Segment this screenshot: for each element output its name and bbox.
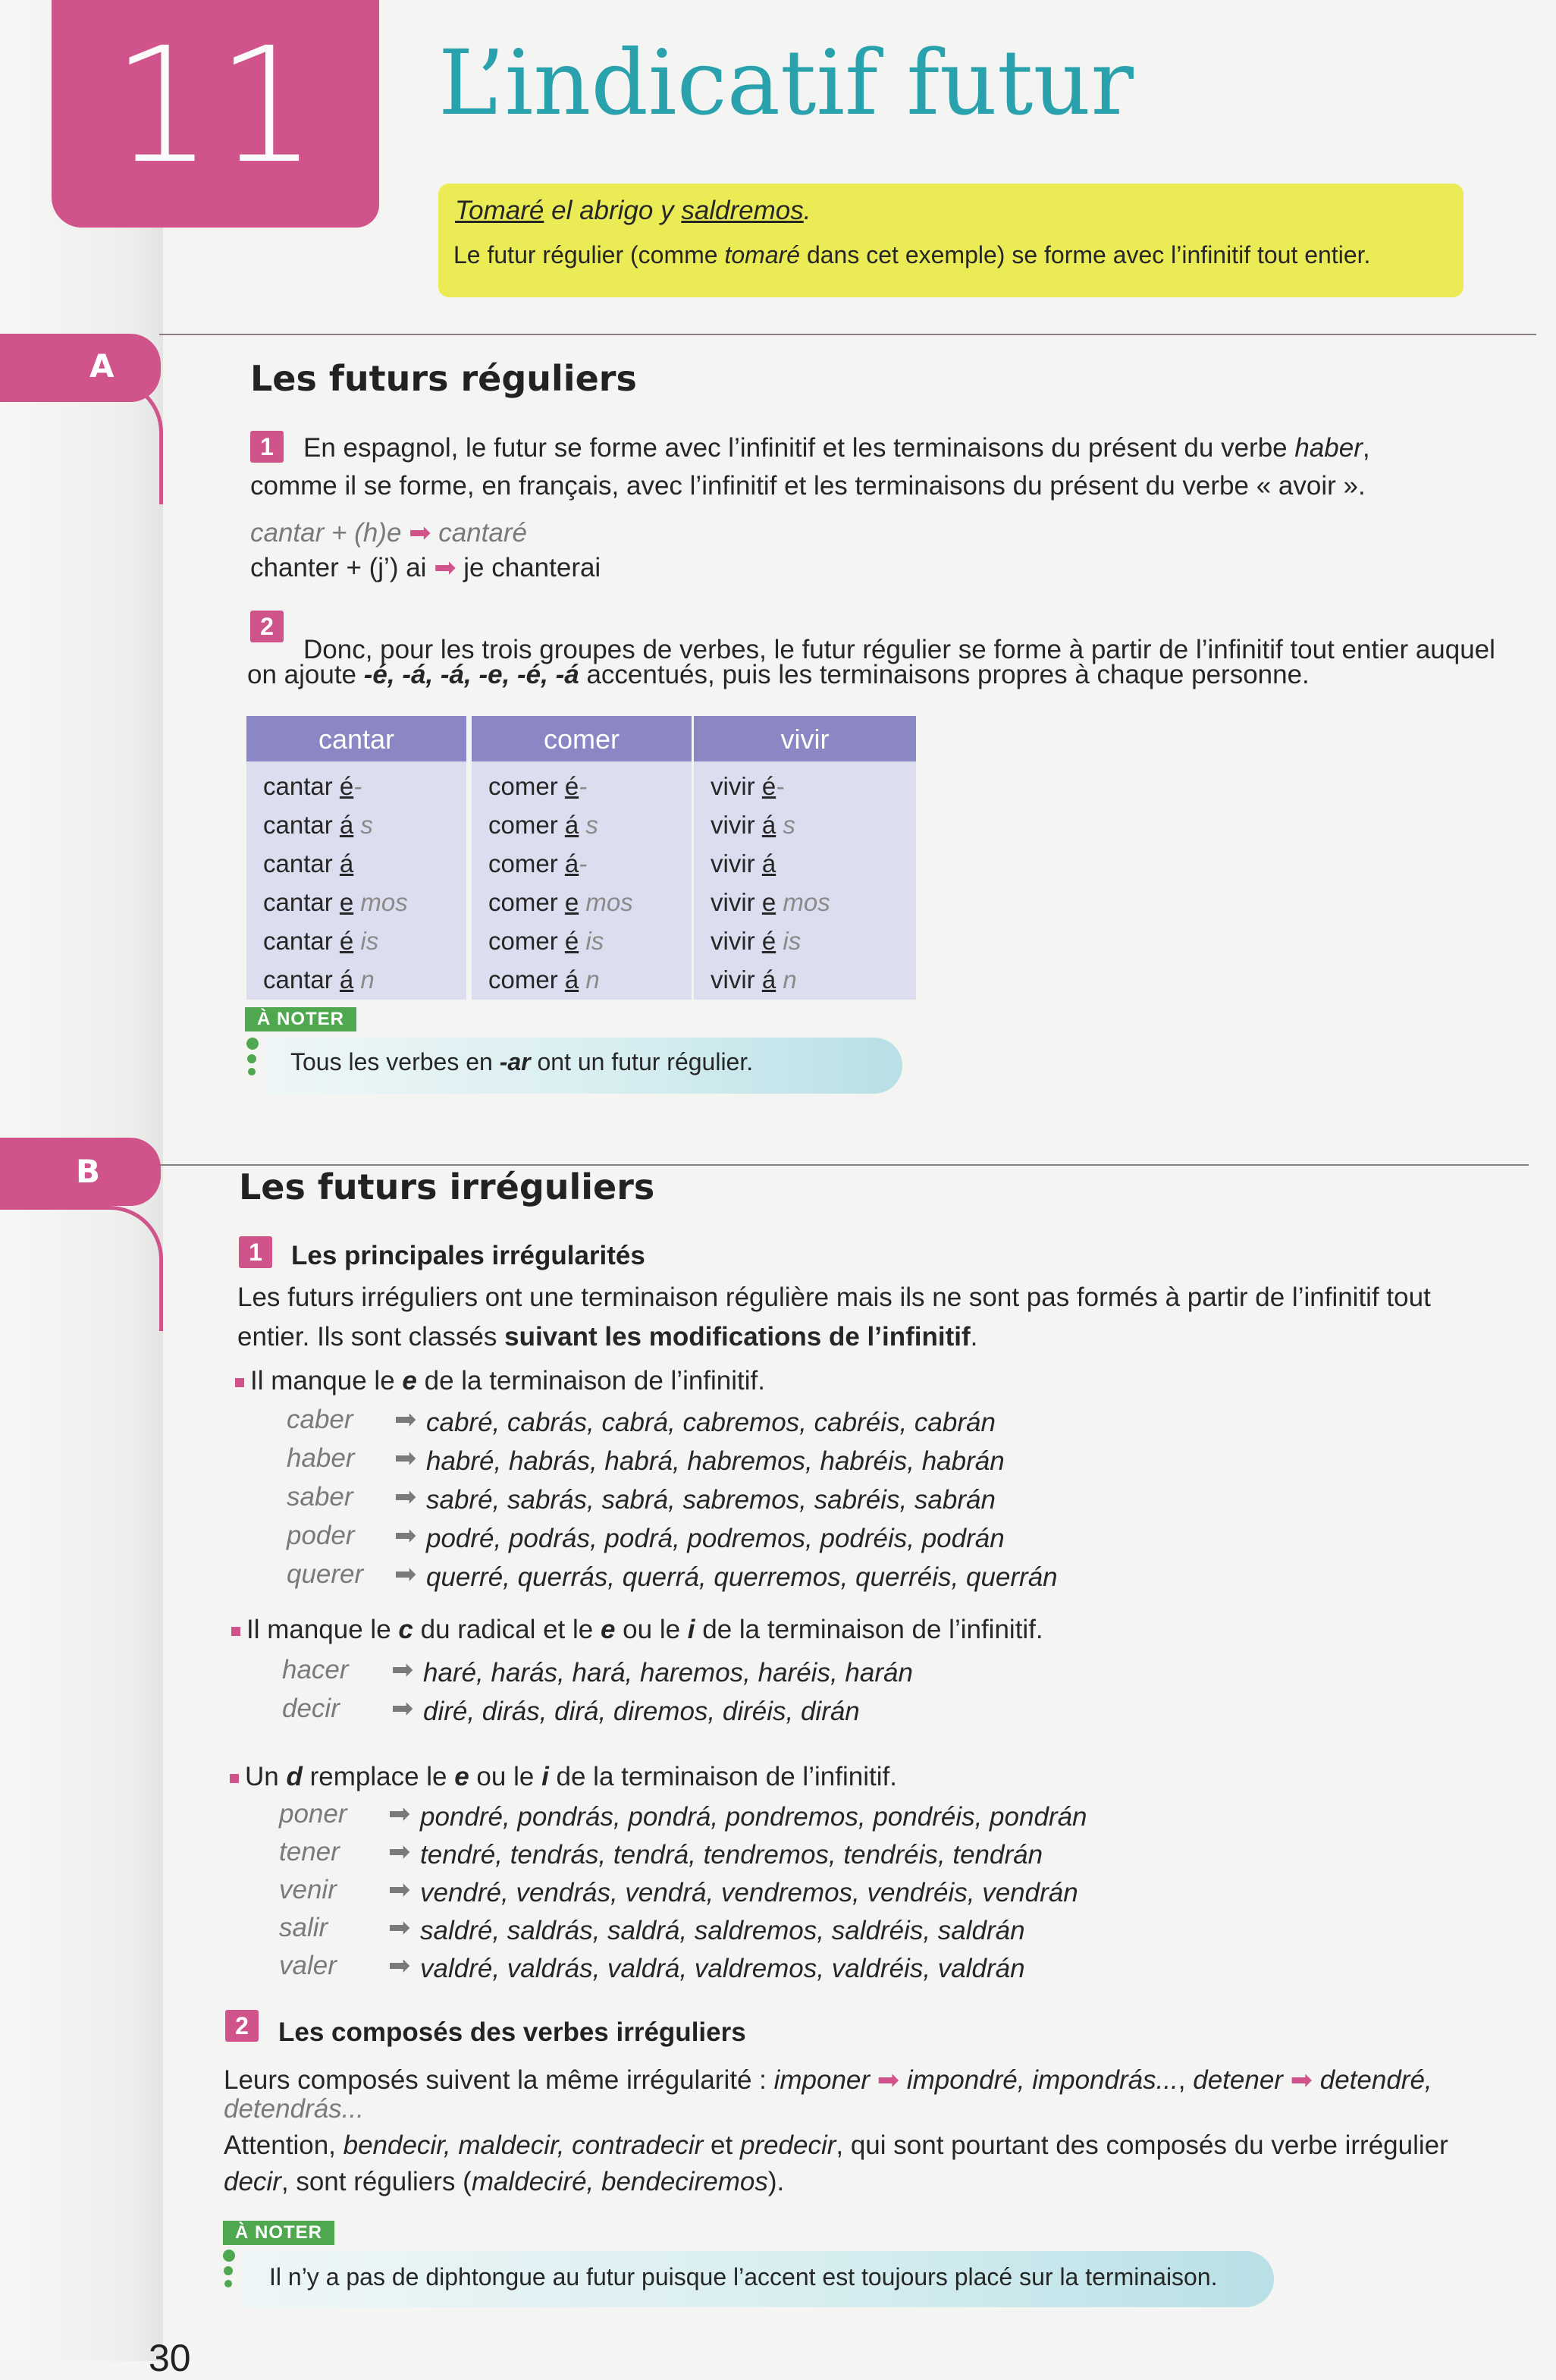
bullet-icon	[230, 1774, 239, 1783]
arrow-icon: ➡	[391, 1655, 414, 1685]
verb-forms: pondré, pondrás, pondrá, pondremos, pondréis, pondrán	[420, 1802, 1087, 1832]
section-b-s2-line1: Leurs composés suivent la même irrégularité : imponer ➡ impondré, impondrás..., detener ➡ detendré,	[224, 2065, 1432, 2095]
section-b-s2-line2: detendrás...	[224, 2094, 364, 2124]
note-tag-a: À NOTER	[245, 1007, 356, 1031]
arrow-icon: ➡	[394, 1405, 417, 1434]
verb-infinitive: hacer	[282, 1655, 349, 1685]
verb-infinitive: saber	[287, 1482, 353, 1512]
conj-row-vivir: vivir é-	[711, 772, 785, 800]
conj-row-vivir: vivir e mos	[711, 888, 830, 916]
verb-forms: diré, dirás, dirá, diremos, diréis, dirán	[423, 1697, 860, 1726]
conj-row-cantar: cantar é is	[263, 927, 379, 955]
conj-row-cantar: cantar e mos	[263, 888, 408, 916]
arrow-icon: ➡	[388, 1913, 411, 1942]
section-a-point-2-badge: 2	[250, 611, 284, 642]
verb-forms: saldré, saldrás, saldrá, saldremos, saldréis, saldrán	[420, 1916, 1025, 1945]
conj-row-comer: comer é is	[488, 927, 604, 955]
verb-forms: vendré, vendrás, vendrá, vendremos, vendréis, vendrán	[420, 1878, 1078, 1907]
section-b-rule	[159, 1164, 1529, 1166]
section-b-sub2-title: Les composés des verbes irréguliers	[278, 2017, 746, 2047]
arrow-icon: ➡	[391, 1694, 414, 1723]
group3-rule: Un d remplace le e ou le i de la terminaison de l’infinitif.	[230, 1758, 897, 1796]
table-col-comer	[472, 716, 692, 1000]
note-text-b: Il n’y a pas de diphtongue au futur puisque l’accent est toujours placé sur la terminaison.	[269, 2263, 1218, 2291]
table-header-comer: comer	[472, 716, 692, 761]
conj-row-cantar: cantar é-	[263, 772, 362, 800]
chapter-number: 11	[111, 13, 321, 199]
note-dots-b	[223, 2250, 234, 2292]
conj-row-comer: comer e mos	[488, 888, 633, 916]
verb-infinitive: salir	[279, 1913, 328, 1942]
section-a-tab	[0, 334, 161, 402]
section-b-sub1-title: Les principales irrégularités	[291, 1241, 645, 1270]
verb-forms: podré, podrás, podrá, podremos, podréis, podrán	[426, 1524, 1005, 1553]
arrow-icon: ➡	[388, 1837, 411, 1867]
page-title: L’indicatif futur	[438, 30, 1134, 135]
conj-row-cantar: cantar á	[263, 849, 354, 878]
verb-forms: querré, querrás, querrá, querremos, querréis, querrán	[426, 1562, 1058, 1592]
verb-infinitive: decir	[282, 1694, 340, 1723]
conj-row-vivir: vivir é is	[711, 927, 802, 955]
example-sentence: Tomaré el abrigo y saldremos.	[455, 196, 811, 225]
verb-forms: cabré, cabrás, cabrá, cabremos, cabréis, cabrán	[426, 1408, 996, 1437]
verb-infinitive: venir	[279, 1875, 337, 1904]
section-b-point-1-badge: 1	[239, 1236, 272, 1268]
bullet-icon	[231, 1627, 240, 1636]
conj-row-comer: comer é-	[488, 772, 588, 800]
arrow-icon: ➡	[388, 1875, 411, 1904]
conj-row-comer: comer á-	[488, 849, 588, 878]
verb-forms: sabré, sabrás, sabrá, sabremos, sabréis, sabrán	[426, 1485, 996, 1515]
conj-row-vivir: vivir á	[711, 849, 776, 878]
conj-row-vivir: vivir á s	[711, 811, 795, 839]
note-tag-b: À NOTER	[223, 2221, 334, 2245]
arrow-icon: ➡	[394, 1482, 417, 1512]
verb-infinitive: tener	[279, 1837, 340, 1867]
conj-row-comer: comer á s	[488, 811, 598, 839]
group1-rule: Il manque le e de la terminaison de l’infinitif.	[235, 1362, 765, 1400]
example-explanation: Le futur régulier (comme tomaré dans cet exemple) se forme avec l’infinitif tout entier.	[453, 241, 1371, 268]
section-b-s1-line2: entier. Ils sont classés suivant les modifications de l’infinitif.	[237, 1322, 978, 1352]
example-fr: chanter + (j’) ai ➡ je chanterai	[250, 553, 601, 582]
verb-infinitive: haber	[287, 1443, 355, 1473]
section-a-point-1-badge: 1	[250, 431, 284, 463]
verb-infinitive: valer	[279, 1951, 337, 1980]
note-text-a: Tous les verbes en -ar ont un futur régulier.	[290, 1048, 754, 1075]
verb-forms: habré, habrás, habrá, habremos, habréis, habrán	[426, 1446, 1005, 1476]
arrow-icon: ➡	[388, 1951, 411, 1980]
bullet-icon	[235, 1378, 244, 1387]
section-a-letter: A	[89, 347, 115, 385]
section-a-p1-line1: En espagnol, le futur se forme avec l’infinitif et les terminaisons du présent du verbe haber,	[303, 433, 1370, 463]
conj-row-comer: comer á n	[488, 966, 600, 994]
section-a-p2-line1: Donc, pour les trois groupes de verbes, le futur régulier se forme à partir de l’infinitif tout entier auquel	[303, 635, 1495, 664]
verb-infinitive: caber	[287, 1405, 353, 1434]
conj-row-vivir: vivir á n	[711, 966, 797, 994]
section-a-title: Les futurs réguliers	[250, 358, 637, 399]
arrow-icon: ➡	[388, 1799, 411, 1829]
verb-forms: haré, harás, hará, haremos, haréis, harán	[423, 1658, 913, 1688]
arrow-icon: ➡	[409, 518, 431, 548]
conj-row-cantar: cantar á s	[263, 811, 373, 839]
section-b-s2-line3: Attention, bendecir, maldecir, contradecir et predecir, qui sont pourtant des composés du verbe irrégulier	[224, 2130, 1448, 2160]
verb-infinitive: poder	[287, 1521, 355, 1550]
table-col-cantar	[246, 716, 466, 1000]
verb-forms: tendré, tendrás, tendrá, tendremos, tendréis, tendrán	[420, 1840, 1043, 1870]
arrow-icon: ➡	[434, 553, 456, 582]
section-b-point-2-badge: 2	[225, 2010, 259, 2042]
page-number: 30	[149, 2337, 191, 2379]
section-a-p1-line2: comme il se forme, en français, avec l’infinitif et les terminaisons du présent du verbe « avoir ».	[250, 471, 1366, 501]
verb-infinitive: poner	[279, 1799, 347, 1829]
verb-forms: valdré, valdrás, valdrá, valdremos, valdréis, valdrán	[420, 1954, 1025, 1983]
section-a-rule	[159, 334, 1536, 335]
verb-infinitive: querer	[287, 1559, 364, 1589]
section-a-p2-line2: on ajoute -é, -á, -á, -e, -é, -á accentués, puis les terminaisons propres à chaque personne.	[247, 660, 1310, 689]
conj-row-cantar: cantar á n	[263, 966, 375, 994]
table-header-cantar: cantar	[246, 716, 466, 761]
section-b-letter: B	[76, 1153, 101, 1190]
arrow-icon: ➡	[870, 2065, 907, 2095]
section-b-curve	[0, 1206, 163, 1331]
note-dots-a	[246, 1038, 257, 1080]
arrow-icon: ➡	[1282, 2065, 1320, 2095]
arrow-icon: ➡	[394, 1559, 417, 1589]
section-b-title: Les futurs irréguliers	[239, 1166, 655, 1207]
section-b-s2-line4: decir, sont réguliers (maldeciré, bendeciremos).	[224, 2167, 785, 2196]
example-es: cantar + (h)e ➡ cantaré	[250, 518, 527, 548]
section-b-s1-line1: Les futurs irréguliers ont une terminaison régulière mais ils ne sont pas formés à partir de l’infinitif tout	[237, 1283, 1431, 1312]
table-col-vivir	[694, 716, 916, 1000]
arrow-icon: ➡	[394, 1443, 417, 1473]
table-header-vivir: vivir	[694, 716, 916, 761]
arrow-icon: ➡	[394, 1521, 417, 1550]
group2-rule: Il manque le c du radical et le e ou le i de la terminaison de l’infinitif.	[231, 1611, 1043, 1649]
